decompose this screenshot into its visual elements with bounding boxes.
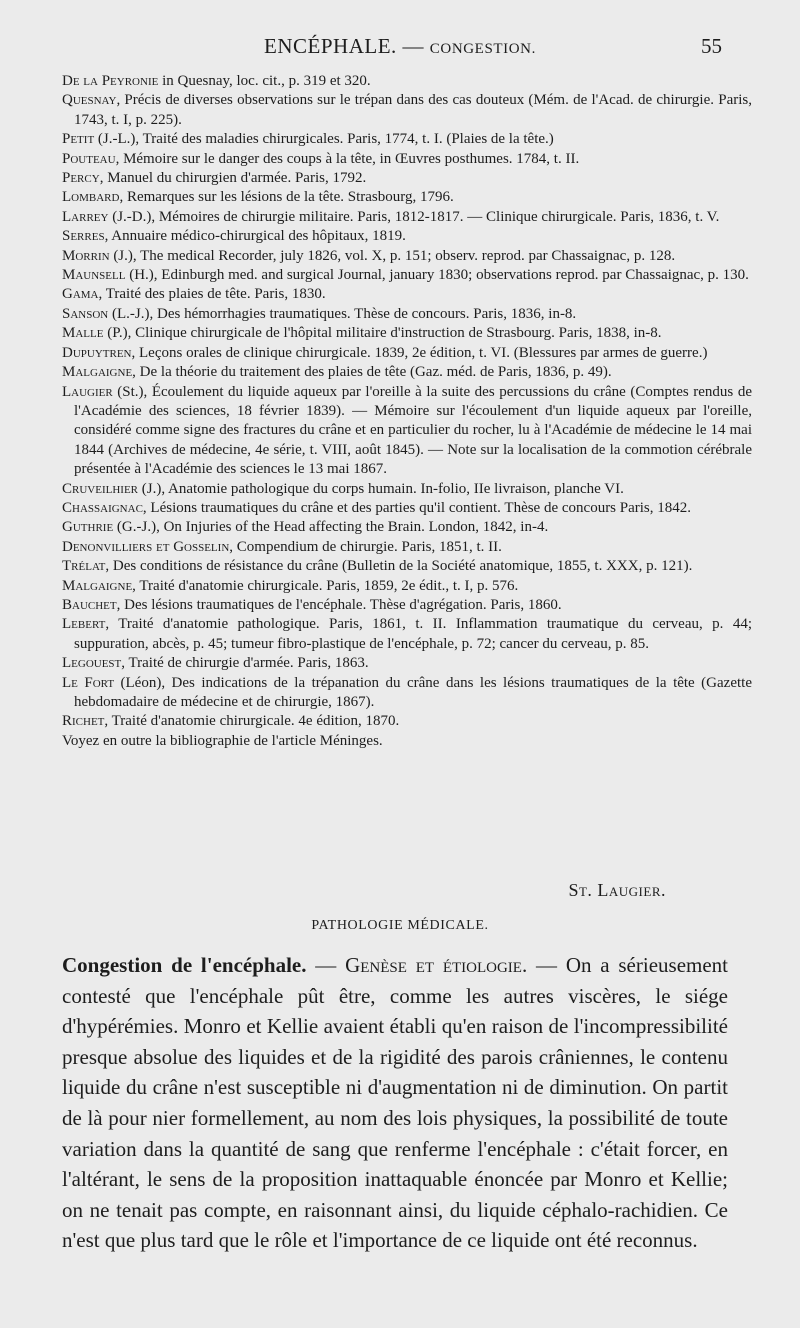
reference-entry	[62, 712, 752, 731]
header-title	[0, 34, 800, 59]
reference-text: , Leçons orales de clinique chirurgicale. 1839, 2e édition, t. VI. (Blessures par armes de guerre.)	[131, 344, 708, 361]
reference-author: De la Peyronie	[62, 73, 159, 89]
header-subtitle: CONGESTION.	[429, 41, 536, 57]
reference-author: Malgaigne	[62, 577, 133, 594]
reference-author: Morrin	[62, 247, 110, 264]
reference-entry	[62, 305, 752, 324]
reference-entry	[62, 91, 752, 130]
reference-author: Gama	[62, 286, 99, 303]
page-number: 55	[701, 34, 722, 58]
reference-author: Legouest	[62, 655, 122, 672]
reference-entry	[62, 363, 752, 382]
reference-text: , Compendium de chirurgie. Paris, 1851, t. II.	[229, 538, 502, 555]
reference-entry	[62, 188, 752, 207]
reference-text: (G.-J.), On Injuries of the Head affecting the Brain. London, 1842, in-4.	[113, 519, 549, 536]
reference-text: , Manuel du chirurgien d'armée. Paris, 1792.	[99, 170, 367, 187]
reference-author: Dupuytren	[62, 344, 132, 361]
running-header	[0, 34, 800, 64]
reference-entry	[62, 518, 752, 537]
reference-author: Lombard	[62, 189, 120, 206]
reference-text: in Quesnay, loc. cit., p. 319 et 320.	[158, 73, 371, 89]
reference-entry	[62, 674, 752, 713]
reference-author: Laugier	[62, 383, 113, 400]
reference-text: (Léon), Des indications de la trépanation du crâne dans les lésions traumatiques de la tête (Gazette hebdomadaire de médecine et de chirurgie, 1867).	[74, 674, 752, 710]
reference-text: Voyez en outre la bibliographie de l'article Méninges.	[62, 732, 383, 749]
article-text: On a sérieusement contesté que l'encéphale pût être, comme les autres viscères, le siége d'hypérémies. Monro et Kellie avaient établi qu'en raison de l'incompressibilité presque absolue des liquides et de la rigidité des parois crâniennes, le contenu liquide du crâne n'est susceptible ni d'augmentation ni de diminution. On partit de là pour nier formellement, au nom des lois physiques, la possibilité de toute variation dans la quantité de sang que renferme l'encéphale : c'était forcer, en l'altérant, le sens de la proposition inattaquable énoncée par Monro et Kellie; on ne tenait pas compte, en raisonnant ainsi, du liquide céphalo-rachidien. Ce n'est que plus tard que le rôle et l'importance de ce liquide ont été reconnus.	[62, 953, 729, 1253]
reference-entry	[62, 266, 752, 285]
reference-text: (J.-L.), Traité des maladies chirurgicales. Paris, 1774, t. I. (Plaies de la tête.)	[94, 131, 554, 148]
reference-text: , Annuaire médico-chirurgical des hôpitaux, 1819.	[104, 228, 406, 245]
reference-text: (J.), Anatomie pathologique du corps humain. In-folio, IIe livraison, planche VI.	[138, 480, 624, 497]
reference-entry	[62, 557, 752, 576]
reference-text: , Traité des plaies de tête. Paris, 1830.	[98, 286, 326, 303]
reference-author: Larrey	[62, 208, 109, 225]
reference-entry	[62, 130, 752, 149]
reference-text: (J.), The medical Recorder, july 1826, vol. X, p. 151; observ. reprod. par Chassaignac, p. 128.	[109, 247, 676, 264]
reference-author: Serres	[62, 228, 105, 245]
reference-entry	[62, 577, 752, 596]
reference-author: Malgaigne	[62, 364, 133, 381]
reference-entry	[62, 247, 752, 266]
reference-author: Chassaignac	[62, 499, 143, 516]
reference-text: (J.-D.), Mémoires de chirurgie militaire. Paris, 1812-1817. — Clinique chirurgicale. Paris, 1836, t. V.	[108, 208, 720, 225]
reference-author: Denonvilliers et Gosselin	[62, 538, 230, 555]
reference-author: Maunsell	[62, 267, 126, 284]
reference-entry	[62, 615, 752, 654]
reference-author: Richet	[62, 713, 105, 730]
reference-text: , Remarques sur les lésions de la tête. Strasbourg, 1796.	[119, 189, 454, 206]
reference-entry	[62, 596, 752, 615]
header-main-title: ENCÉPHALE.	[264, 34, 397, 58]
reference-text: , Des lésions traumatiques de l'encéphale. Thèse d'agrégation. Paris, 1860.	[116, 596, 562, 613]
section-heading: PATHOLOGIE MÉDICALE.	[311, 918, 489, 933]
reference-text: (L.-J.), Des hémorrhagies traumatiques. Thèse de concours. Paris, 1836, in-8.	[108, 305, 577, 322]
reference-text: , Mémoire sur le danger des coups à la tête, in Œuvres posthumes. 1784, t. II.	[115, 150, 580, 167]
reference-entry	[62, 208, 752, 227]
reference-entry	[62, 227, 752, 246]
reference-text: , Traité d'anatomie pathologique. Paris, 1861, t. II. Inflammation traumatique du cerveau, p. 44; suppuration, abcès, p. 45; tumeur fibro-plastique de l'encéphale, p. 72; cancer du cerveau, p. 85.	[74, 616, 752, 652]
reference-author: Pouteau	[62, 150, 116, 167]
body-paragraph	[62, 950, 728, 1256]
reference-entry	[62, 538, 752, 557]
reference-entry	[62, 480, 752, 499]
reference-author: Cruveilhier	[62, 480, 138, 497]
article-subhead: — Genèse et étiologie. —	[306, 953, 566, 977]
reference-text: , Traité d'anatomie chirurgicale. Paris, 1859, 2e édit., t. I, p. 576.	[132, 577, 519, 594]
article-lead: Congestion de l'encéphale.	[62, 953, 307, 977]
reference-author: Malle	[62, 325, 104, 342]
reference-text: , Traité d'anatomie chirurgicale. 4e édition, 1870.	[104, 713, 400, 730]
reference-text: (P.), Clinique chirurgicale de l'hôpital militaire d'instruction de Strasbourg. Paris, 1838, in-8.	[103, 325, 662, 342]
reference-author: Bauchet	[62, 596, 117, 613]
reference-entry	[62, 344, 752, 363]
reference-entry	[62, 324, 752, 343]
reference-entry	[62, 285, 752, 304]
author-signature: St. Laugier.	[568, 880, 666, 900]
reference-entry	[62, 499, 752, 518]
reference-author: Lebert	[62, 616, 106, 633]
reference-text: , Lésions traumatiques du crâne et des parties qu'il contient. Thèse de concours Paris, 1842.	[142, 499, 692, 516]
reference-author: Petit	[62, 131, 95, 148]
reference-entry	[62, 72, 752, 91]
reference-text: (St.), Écoulement du liquide aqueux par l'oreille à la suite des percussions du crâne (Comptes rendus de l'Académie des sciences, 18 février 1839). — Mémoire sur l'écoulement d'un liquide aqueux par l'oreille, considéré comme signe des fractures du crâne et en particulier du rocher, lu à l'Académie de médecine le 14 mai 1844 (Archives de médecine, 4e série, t. VIII, août 1845). — Note sur la localisation de la commotion cérébrale présentée à l'Académie des sciences le 13 mai 1867.	[74, 383, 752, 478]
body-text	[62, 950, 728, 1256]
reference-author: Guthrie	[62, 519, 114, 536]
reference-entry	[62, 383, 752, 480]
header-dash: —	[396, 34, 430, 58]
reference-text: , De la théorie du traitement des plaies de tête (Gaz. méd. de Paris, 1836, p. 49).	[132, 364, 612, 381]
reference-text: , Des conditions de résistance du crâne (Bulletin de la Société anatomique, 1855, t. XXX, p. 121).	[105, 558, 693, 575]
reference-note	[62, 732, 752, 751]
reference-text: , Précis de diverses observations sur le trépan dans des cas douteux (Mém. de l'Acad. de chirurgie. Paris, 1743, t. I, p. 225).	[74, 92, 752, 128]
reference-author: Le Fort	[62, 674, 115, 691]
reference-text: , Traité de chirurgie d'armée. Paris, 1863.	[121, 655, 369, 672]
reference-author: Sanson	[62, 305, 109, 322]
reference-text: (H.), Edinburgh med. and surgical Journal, january 1830; observations reprod. par Chassaignac, p. 130.	[125, 267, 749, 284]
reference-author: Trélat	[62, 558, 106, 575]
reference-author: Quesnay	[62, 92, 117, 109]
reference-author: Percy	[62, 170, 100, 187]
reference-entry	[62, 169, 752, 188]
reference-entry	[62, 654, 752, 673]
reference-entry	[62, 150, 752, 169]
bibliography	[62, 72, 752, 751]
